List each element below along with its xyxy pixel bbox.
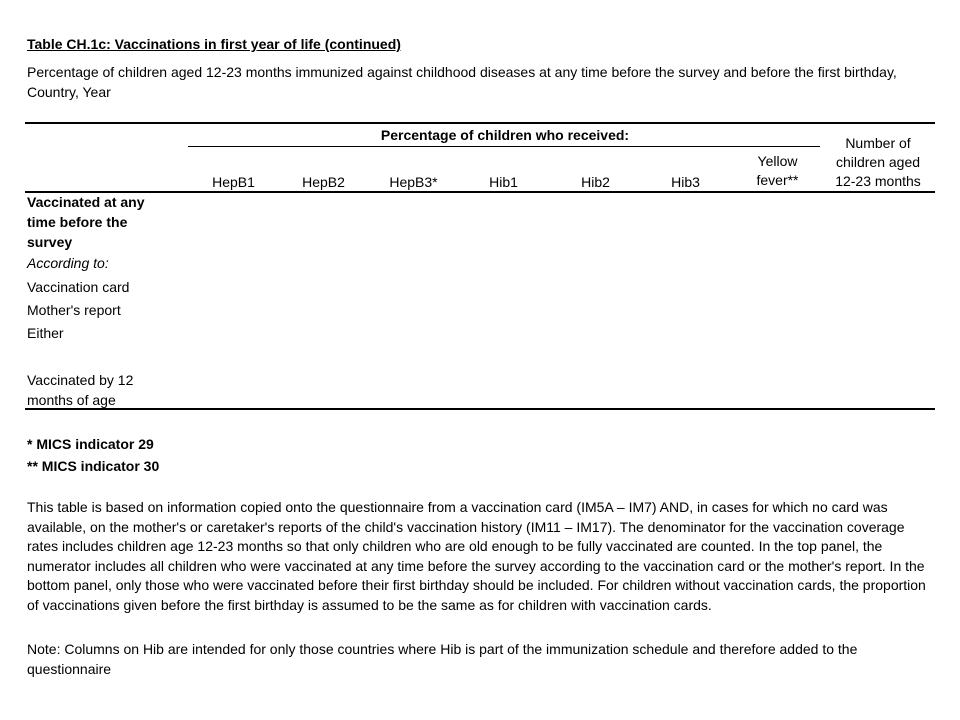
group-header-rule [188,146,820,147]
yellow-fever-line-2: fever** [756,172,799,188]
col-header-yellow-fever [735,152,820,190]
row-according-to: According to: [27,255,109,271]
row-either: Either [27,325,64,341]
number-header-line-2: children aged [835,154,921,170]
explanation-paragraph: This table is based on information copied onto the questionnaire from a vaccination card (IM5A – IM7) AND, in cases for which no card was available, on the mother's or caretaker's reports of the child's vaccination history (IM11 – IM17). The denominator for the vaccination coverage rates includes children age 12-23 months so that only children who are old enough to be fully vaccinated are counted. In the top panel, the numerator includes all children who were vaccinated at any time before the survey according to the vaccination card or the mother's report. In the bottom panel, only those who were vaccinated before their first birthday should be included. For children without vaccination cards, the proportion of vaccinations given before the first birthday is assumed to be the same as for children with vaccination cards. [27,499,926,613]
number-header-line-1: Number of [845,135,911,151]
by-12-line-2: months of age [27,392,116,408]
section-line-3: survey [27,234,73,250]
col-header-number-of-children [822,134,934,191]
table-bottom-rule [25,408,935,410]
row-section-any-time [27,192,145,252]
col-header-hib3: Hib3 [671,174,700,190]
group-header: Percentage of children who received: [380,127,630,143]
table-subtitle: Percentage of children aged 12-23 months immunized against childhood diseases at any time before the survey and before the first birthday, Country, Year [27,64,897,100]
table-top-rule [25,122,935,124]
table-title: Table CH.1c: Vaccinations in first year of life (continued) [27,36,401,52]
col-header-hib2: Hib2 [581,174,610,190]
yellow-fever-line-1: Yellow [757,153,798,169]
row-vaccination-card: Vaccination card [27,279,130,295]
row-vaccinated-by-12-months [27,370,133,410]
section-line-2: time before the [27,214,128,230]
col-header-hepb3: HepB3* [389,174,438,190]
col-header-hepb1: HepB1 [212,174,255,190]
by-12-line-1: Vaccinated by 12 [27,372,134,388]
footnote-indicator-29: * MICS indicator 29 [27,436,154,452]
number-header-line-3: 12-23 months [835,173,921,189]
section-line-1: Vaccinated at any [27,194,145,210]
col-header-hepb2: HepB2 [302,174,345,190]
footnote-indicator-30: ** MICS indicator 30 [27,458,160,474]
row-mothers-report: Mother's report [27,302,121,318]
hib-note: Note: Columns on Hib are intended for only those countries where Hib is part of the immunization schedule and therefore added to the questionnaire [27,641,858,677]
col-header-hib1: Hib1 [489,174,518,190]
